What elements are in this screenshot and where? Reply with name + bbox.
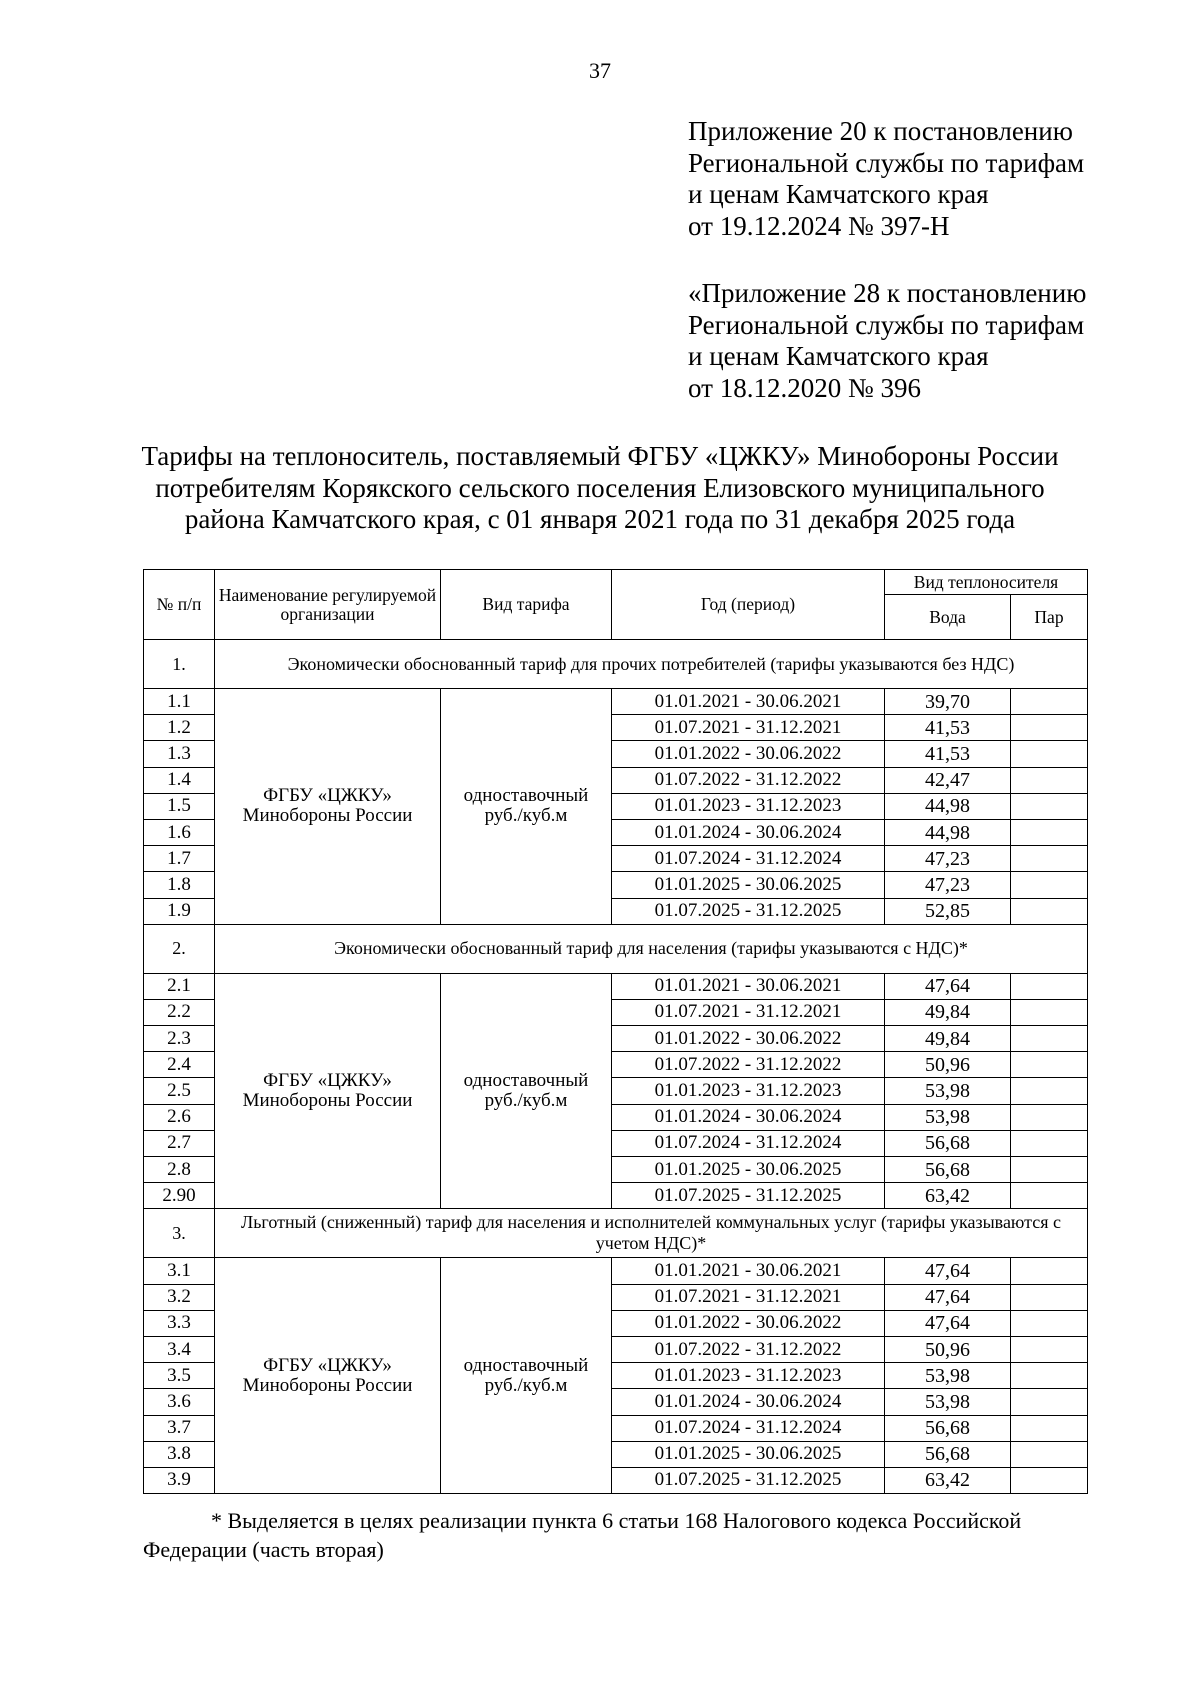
row-number: 1.2 bbox=[144, 715, 215, 741]
water-tariff: 42,47 bbox=[885, 767, 1011, 793]
tariff-type: одноставочный руб./куб.м bbox=[441, 689, 612, 925]
row-number: 1.3 bbox=[144, 741, 215, 767]
steam-tariff bbox=[1011, 741, 1088, 767]
section-title: Экономически обоснованный тариф для населения (тарифы указываются с НДС)* bbox=[215, 924, 1088, 973]
water-tariff: 49,84 bbox=[885, 999, 1011, 1025]
row-number: 1.9 bbox=[144, 898, 215, 924]
steam-tariff bbox=[1011, 1415, 1088, 1441]
row-number: 3.2 bbox=[144, 1284, 215, 1310]
steam-tariff bbox=[1011, 872, 1088, 898]
steam-tariff bbox=[1011, 689, 1088, 715]
period: 01.07.2022 - 31.12.2022 bbox=[612, 1336, 885, 1362]
water-tariff: 56,68 bbox=[885, 1130, 1011, 1156]
steam-tariff bbox=[1011, 846, 1088, 872]
header-org: Наименование регулируемой организации bbox=[215, 570, 441, 640]
water-tariff: 47,23 bbox=[885, 846, 1011, 872]
water-tariff: 47,64 bbox=[885, 973, 1011, 999]
water-tariff: 47,23 bbox=[885, 872, 1011, 898]
steam-tariff bbox=[1011, 1157, 1088, 1183]
water-tariff: 47,64 bbox=[885, 1284, 1011, 1310]
steam-tariff bbox=[1011, 1336, 1088, 1362]
water-tariff: 49,84 bbox=[885, 1026, 1011, 1052]
steam-tariff bbox=[1011, 973, 1088, 999]
row-number: 3.1 bbox=[144, 1258, 215, 1284]
period: 01.01.2022 - 30.06.2022 bbox=[612, 1026, 885, 1052]
steam-tariff bbox=[1011, 1078, 1088, 1104]
title-line: потребителям Корякского сельского поселения Елизовского муниципального bbox=[155, 472, 1045, 503]
steam-tariff bbox=[1011, 1026, 1088, 1052]
period: 01.07.2021 - 31.12.2021 bbox=[612, 1284, 885, 1310]
section-number: 3. bbox=[144, 1209, 215, 1258]
steam-tariff bbox=[1011, 999, 1088, 1025]
row-number: 2.1 bbox=[144, 973, 215, 999]
row-number: 2.5 bbox=[144, 1078, 215, 1104]
row-number: 1.1 bbox=[144, 689, 215, 715]
row-number: 3.7 bbox=[144, 1415, 215, 1441]
period: 01.07.2021 - 31.12.2021 bbox=[612, 715, 885, 741]
period: 01.01.2024 - 30.06.2024 bbox=[612, 1389, 885, 1415]
water-tariff: 50,96 bbox=[885, 1052, 1011, 1078]
period: 01.01.2021 - 30.06.2021 bbox=[612, 973, 885, 999]
period: 01.07.2021 - 31.12.2021 bbox=[612, 999, 885, 1025]
tariff-type: одноставочный руб./куб.м bbox=[441, 973, 612, 1209]
period: 01.01.2023 - 31.12.2023 bbox=[612, 1078, 885, 1104]
row-number: 2.2 bbox=[144, 999, 215, 1025]
row-number: 3.9 bbox=[144, 1467, 215, 1493]
water-tariff: 44,98 bbox=[885, 819, 1011, 845]
steam-tariff bbox=[1011, 1183, 1088, 1209]
row-number: 1.5 bbox=[144, 793, 215, 819]
water-tariff: 56,68 bbox=[885, 1157, 1011, 1183]
water-tariff: 44,98 bbox=[885, 793, 1011, 819]
section-title: Экономически обоснованный тариф для прочих потребителей (тарифы указываются без НДС) bbox=[215, 640, 1088, 689]
period: 01.01.2023 - 31.12.2023 bbox=[612, 1363, 885, 1389]
period: 01.07.2025 - 31.12.2025 bbox=[612, 1183, 885, 1209]
document-title bbox=[100, 441, 1100, 536]
water-tariff: 63,42 bbox=[885, 1467, 1011, 1493]
steam-tariff bbox=[1011, 715, 1088, 741]
period: 01.01.2022 - 30.06.2022 bbox=[612, 1310, 885, 1336]
water-tariff: 53,98 bbox=[885, 1078, 1011, 1104]
row-number: 2.90 bbox=[144, 1183, 215, 1209]
steam-tariff bbox=[1011, 1310, 1088, 1336]
period: 01.07.2024 - 31.12.2024 bbox=[612, 1130, 885, 1156]
row-number: 1.7 bbox=[144, 846, 215, 872]
row-number: 2.8 bbox=[144, 1157, 215, 1183]
water-tariff: 41,53 bbox=[885, 715, 1011, 741]
row-number: 1.4 bbox=[144, 767, 215, 793]
water-tariff: 47,64 bbox=[885, 1258, 1011, 1284]
appendix-line: Региональной службы по тарифам bbox=[688, 147, 1085, 178]
water-tariff: 63,42 bbox=[885, 1183, 1011, 1209]
steam-tariff bbox=[1011, 1258, 1088, 1284]
organization-name: ФГБУ «ЦЖКУ» Минобороны России bbox=[215, 1258, 441, 1494]
period: 01.01.2023 - 31.12.2023 bbox=[612, 793, 885, 819]
section-title: Льготный (сниженный) тариф для населения и исполнителей коммунальных услуг (тарифы указываются с учетом НДС)* bbox=[215, 1209, 1088, 1258]
water-tariff: 47,64 bbox=[885, 1310, 1011, 1336]
header-num: № п/п bbox=[144, 570, 215, 640]
water-tariff: 56,68 bbox=[885, 1415, 1011, 1441]
header-carrier: Вид теплоносителя bbox=[885, 570, 1088, 595]
appendix-line: от 18.12.2020 № 396 bbox=[688, 372, 921, 403]
appendix-reference-original bbox=[688, 278, 1086, 404]
steam-tariff bbox=[1011, 1363, 1088, 1389]
water-tariff: 39,70 bbox=[885, 689, 1011, 715]
period: 01.07.2024 - 31.12.2024 bbox=[612, 1415, 885, 1441]
table-row bbox=[144, 689, 1088, 715]
period: 01.07.2022 - 31.12.2022 bbox=[612, 1052, 885, 1078]
steam-tariff bbox=[1011, 1104, 1088, 1130]
appendix-line: Региональной службы по тарифам bbox=[688, 309, 1085, 340]
period: 01.07.2025 - 31.12.2025 bbox=[612, 898, 885, 924]
row-number: 3.6 bbox=[144, 1389, 215, 1415]
water-tariff: 53,98 bbox=[885, 1104, 1011, 1130]
header-period: Год (период) bbox=[612, 570, 885, 640]
table-row bbox=[144, 1258, 1088, 1284]
row-number: 1.8 bbox=[144, 872, 215, 898]
steam-tariff bbox=[1011, 898, 1088, 924]
tariff-table-body bbox=[144, 640, 1088, 1494]
row-number: 3.4 bbox=[144, 1336, 215, 1362]
water-tariff: 53,98 bbox=[885, 1389, 1011, 1415]
appendix-line: и ценам Камчатского края bbox=[688, 341, 989, 371]
appendix-reference-current bbox=[688, 116, 1084, 242]
appendix-line: «Приложение 28 к постановлению bbox=[688, 278, 1087, 308]
appendix-line: и ценам Камчатского края bbox=[688, 179, 989, 209]
steam-tariff bbox=[1011, 819, 1088, 845]
appendix-line: Приложение 20 к постановлению bbox=[688, 116, 1073, 146]
period: 01.01.2025 - 30.06.2025 bbox=[612, 1441, 885, 1467]
row-number: 2.6 bbox=[144, 1104, 215, 1130]
table-row bbox=[144, 973, 1088, 999]
tariff-type: одноставочный руб./куб.м bbox=[441, 1258, 612, 1494]
water-tariff: 53,98 bbox=[885, 1363, 1011, 1389]
period: 01.07.2025 - 31.12.2025 bbox=[612, 1467, 885, 1493]
organization-name: ФГБУ «ЦЖКУ» Минобороны России bbox=[215, 973, 441, 1209]
section-row bbox=[144, 924, 1088, 973]
row-number: 2.7 bbox=[144, 1130, 215, 1156]
period: 01.01.2021 - 30.06.2021 bbox=[612, 1258, 885, 1284]
period: 01.07.2022 - 31.12.2022 bbox=[612, 767, 885, 793]
steam-tariff bbox=[1011, 1052, 1088, 1078]
tariff-table bbox=[143, 569, 1088, 1494]
steam-tariff bbox=[1011, 1441, 1088, 1467]
row-number: 3.5 bbox=[144, 1363, 215, 1389]
period: 01.01.2021 - 30.06.2021 bbox=[612, 689, 885, 715]
row-number: 3.3 bbox=[144, 1310, 215, 1336]
page-number: 37 bbox=[589, 58, 611, 83]
title-line: района Камчатского края, с 01 января 2021 года по 31 декабря 2025 года bbox=[184, 504, 1016, 534]
row-number: 2.4 bbox=[144, 1052, 215, 1078]
row-number: 3.8 bbox=[144, 1441, 215, 1467]
title-line: Тарифы на теплоноситель, поставляемый ФГБУ «ЦЖКУ» Минобороны России bbox=[141, 441, 1059, 471]
water-tariff: 56,68 bbox=[885, 1441, 1011, 1467]
water-tariff: 41,53 bbox=[885, 741, 1011, 767]
header-steam: Пар bbox=[1011, 595, 1088, 640]
section-number: 2. bbox=[144, 924, 215, 973]
appendix-line: от 19.12.2024 № 397-Н bbox=[688, 210, 950, 241]
water-tariff: 50,96 bbox=[885, 1336, 1011, 1362]
steam-tariff bbox=[1011, 793, 1088, 819]
period: 01.07.2024 - 31.12.2024 bbox=[612, 846, 885, 872]
header-tariff-type: Вид тарифа bbox=[441, 570, 612, 640]
period: 01.01.2025 - 30.06.2025 bbox=[612, 1157, 885, 1183]
header-water: Вода bbox=[885, 595, 1011, 640]
row-number: 1.6 bbox=[144, 819, 215, 845]
footnote: * Выделяется в целях реализации пункта 6 статьи 168 Налогового кодекса Российской Федерации (часть вторая) bbox=[143, 1508, 1022, 1562]
period: 01.01.2022 - 30.06.2022 bbox=[612, 741, 885, 767]
steam-tariff bbox=[1011, 1467, 1088, 1493]
section-row bbox=[144, 640, 1088, 689]
section-number: 1. bbox=[144, 640, 215, 689]
period: 01.01.2024 - 30.06.2024 bbox=[612, 1104, 885, 1130]
period: 01.01.2024 - 30.06.2024 bbox=[612, 819, 885, 845]
steam-tariff bbox=[1011, 1389, 1088, 1415]
organization-name: ФГБУ «ЦЖКУ» Минобороны России bbox=[215, 689, 441, 925]
section-row bbox=[144, 1209, 1088, 1258]
row-number: 2.3 bbox=[144, 1026, 215, 1052]
water-tariff: 52,85 bbox=[885, 898, 1011, 924]
steam-tariff bbox=[1011, 1130, 1088, 1156]
period: 01.01.2025 - 30.06.2025 bbox=[612, 872, 885, 898]
steam-tariff bbox=[1011, 767, 1088, 793]
steam-tariff bbox=[1011, 1284, 1088, 1310]
